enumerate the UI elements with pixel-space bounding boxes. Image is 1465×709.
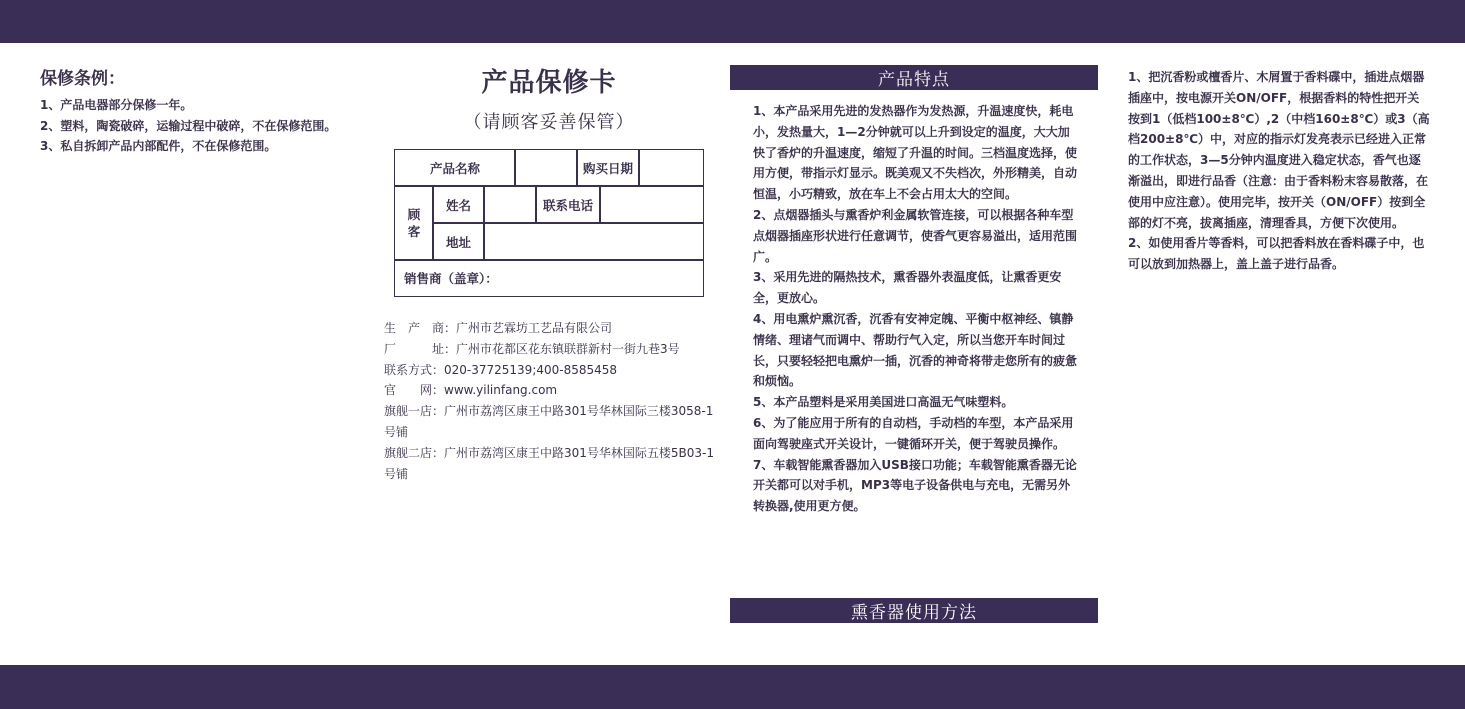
card-title: 产品保修卡 (481, 68, 617, 98)
phone-field[interactable] (599, 185, 704, 224)
warranty-terms-heading: 保修条例： (40, 69, 125, 89)
warranty-term-item: 2、塑料，陶瓷破碎，运输过程中破碎，不在保修范围。 (40, 118, 337, 133)
phone-label: 联系电话 (535, 185, 601, 224)
dealer-label: 销售商（盖章）： (404, 271, 498, 286)
usage-heading-bar (730, 598, 1098, 623)
usage-heading: 熏香器使用方法 (851, 603, 977, 623)
feature-item: 1、本产品采用先进的发热器作为发热源，升温速度快，耗电小，发热量大，1—2分钟就可以上升到设定的温度，大大加快了香炉的升温速度，缩短了升温的时间。三档温度选择，使用方便，带指示灯显示。既美观又不失档次，外形精美，自动恒温，小巧精致，放在车上不会占用太大的空间。 (753, 104, 1078, 202)
name-field[interactable] (483, 185, 537, 224)
warranty-form (394, 149, 704, 297)
feature-item: 6、为了能应用于所有的自动档，手动档的车型，本产品采用面向驾驶座式开关设计，一键循环开关，便于驾驶员操作。 (753, 415, 1074, 451)
dealer-stamp-field[interactable] (394, 259, 704, 297)
manufacturer-line: 生 产 商：广州市艺霖坊工艺品有限公司 (384, 321, 613, 335)
purchase-date-label: 购买日期 (576, 149, 640, 187)
warranty-terms (40, 64, 340, 157)
product-name-label: 产品名称 (394, 149, 516, 187)
bottom-band (0, 665, 1465, 709)
manufacturer-info (384, 318, 714, 484)
features-list (753, 101, 1078, 517)
feature-item: 7、车载智能熏香器加入USB接口功能；车载智能熏香器无论开关都可以对手机，MP3等电子设备供电与充电，无需另外转换器,使用更方便。 (753, 457, 1077, 514)
website-line: 官 网：www.yilinfang.com (384, 383, 558, 398)
product-name-field[interactable] (514, 149, 578, 187)
warranty-term-item: 1、产品电器部分保修一年。 (40, 98, 193, 112)
customer-label: 顾 客 (394, 185, 434, 261)
purchase-date-field[interactable] (638, 149, 704, 187)
address-label: 地址 (432, 222, 485, 261)
address-field[interactable] (483, 222, 704, 261)
usage-item: 2、如使用香片等香料，可以把香料放在香料碟子中，也可以放到加热器上，盖上盖子进行品香。 (1128, 236, 1425, 272)
warranty-term-item: 3、私自拆卸产品内部配件，不在保修范围。 (40, 139, 277, 153)
feature-item: 5、本产品塑料是采用美国进口高温无气味塑料。 (753, 395, 1014, 410)
contact-line: 联系方式：020-37725139;400-8585458 (384, 362, 618, 377)
store-two-line: 旗舰二店：广州市荔湾区康王中路301号华林国际五楼5B03-1号铺 (384, 445, 715, 481)
card-subtitle: （请顾客妥善保管） (463, 112, 635, 133)
feature-item: 2、点烟器插头与熏香炉利金属软管连接，可以根据各种车型点烟器插座形状进行任意调节，使香气更容易溢出，适用范围广。 (753, 207, 1078, 264)
feature-item: 3、采用先进的隔热技术，熏香器外表温度低，让熏香更安全，更放心。 (753, 270, 1062, 306)
usage-list (1128, 67, 1430, 275)
feature-item: 4、用电熏炉熏沉香，沉香有安神定魄、平衡中枢神经、镇静情绪、理诸气而调中、帮助行气入定，所以当您开车时间过长，只要轻轻把电熏炉一插，沉香的神奇将带走您所有的疲惫和烦恼。 (753, 311, 1078, 389)
factory-address-line: 厂 址：广州市花都区花东镇联群新村一街九巷3号 (384, 341, 680, 356)
top-band (0, 0, 1465, 43)
usage-item: 1、把沉香粉或檀香片、木屑置于香料碟中，插进点烟器插座中，按电源开关ON/OFF，根据香料的特性把开关按到1（低档100±8℃）,2（中档160±8℃）或3（高档200±8℃）中，对应的指示灯发亮表示已经进入正常的工作状态，3—5分钟内温度进入稳定状态，香气也逐渐溢出，即进行品香（注意：由于香料粉末容易散落，在使用中应注意）。使用完毕，按开关（ON/OFF）按到全部的灯不亮，拔离插座，清理香具，方便下次使用。 (1128, 70, 1430, 230)
store-one-line: 旗舰一店：广州市荔湾区康王中路301号华林国际三楼3058-1号铺 (384, 404, 714, 439)
name-label: 姓名 (432, 185, 485, 224)
features-heading: 产品特点 (878, 70, 950, 90)
features-heading-bar (730, 65, 1098, 90)
